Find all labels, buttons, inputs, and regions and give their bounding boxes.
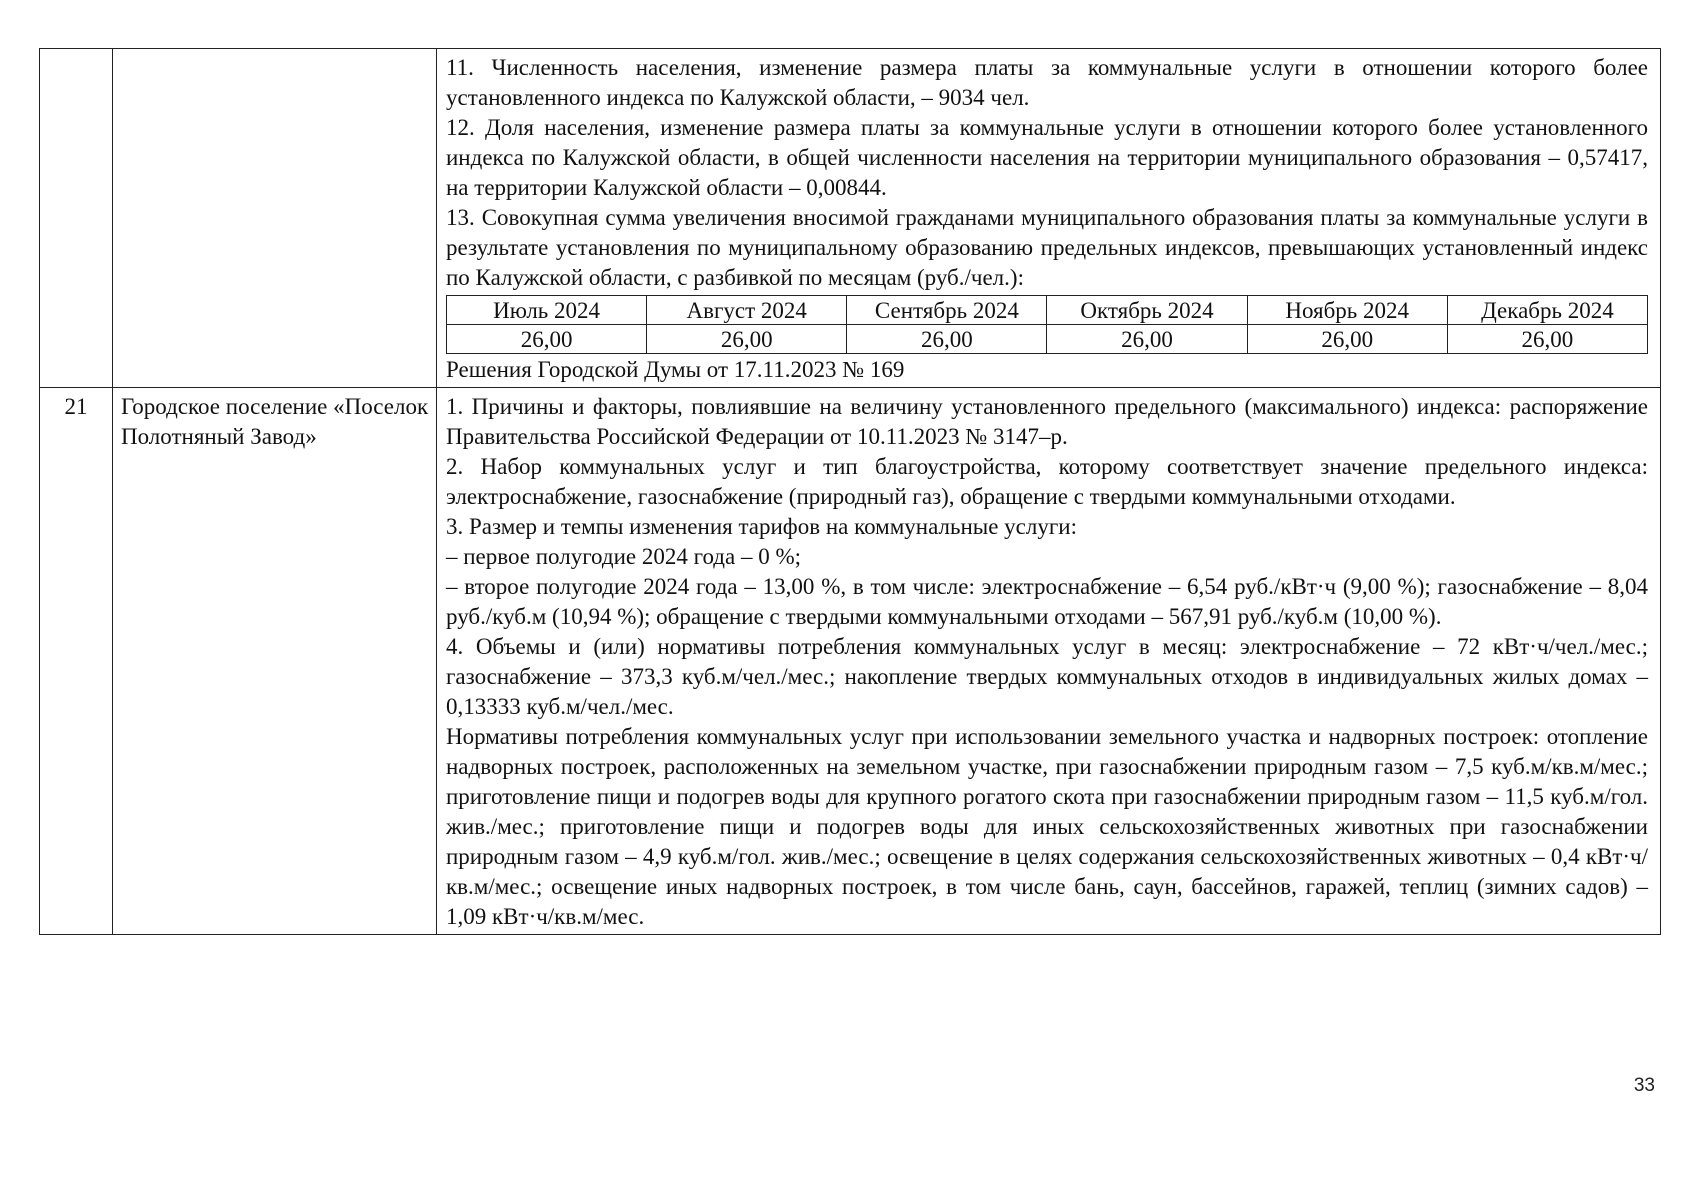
month-value: 26,00 xyxy=(1247,325,1447,354)
paragraph-1: 1. Причины и факторы, повлиявшие на величину установленного предельного (максимального) индекса: распоряжение Правительства Российской Федерации от 10.11.2023 № 3147–р. xyxy=(446,394,1648,449)
paragraph-norms: Нормативы потребления коммунальных услуг при использовании земельного участка и надворных построек: отопление надворных построек, расположенных на земельном участке, при газоснабжении природным газом – 7,5 куб.м/кв.м/мес.; приготовление пищи и подогрев воды для крупного рогатого скота при газоснабжении природным газом – 11,5 куб.м/гол. жив./мес.; приготовление пищи и подогрев воды для иных сельскохозяйственных животных при газоснабжении природным газом – 4,9 куб.м/гол. жив./мес.; освещение в целях содержания сельскохозяйственных животных – 0,4 кВт·ч/кв.м/мес.; освещение иных надворных построек, в том числе бань, саун, бассейнов, гаражей, теплиц (зимних садов) – 1,09 кВт·ч/кв.м/мес. xyxy=(446,724,1648,929)
monthly-increase-table xyxy=(446,295,1648,354)
month-header: Июль 2024 xyxy=(447,296,647,325)
month-header: Ноябрь 2024 xyxy=(1247,296,1447,325)
month-value: 26,00 xyxy=(847,325,1047,354)
month-header: Август 2024 xyxy=(647,296,847,325)
paragraph-2: 2. Набор коммунальных услуг и тип благоустройства, которому соответствует значение предельного индекса: электроснабжение, газоснабжение (природный газ), обращение с твердыми коммунальными отходами. xyxy=(446,454,1648,509)
month-header: Декабрь 2024 xyxy=(1447,296,1647,325)
table-row-continued xyxy=(40,49,1661,388)
month-value: 26,00 xyxy=(447,325,647,354)
decision-reference: Решения Городской Думы от 17.11.2023 № 169 xyxy=(446,357,905,382)
municipality-name-cell: Городское поселение «Поселок Полотняный Завод» xyxy=(113,388,437,935)
month-header: Октябрь 2024 xyxy=(1047,296,1247,325)
month-value: 26,00 xyxy=(647,325,847,354)
months-value-row xyxy=(447,325,1648,354)
row-content-cell xyxy=(437,49,1661,388)
paragraph-3-second-half: – второе полугодие 2024 года – 13,00 %, в том числе: электроснабжение – 6,54 руб./кВт·ч (9,00 %); газоснабжение – 8,04 руб./куб.м (10,94 %); обращение с твердыми коммунальными отходами – 567,91 руб./куб.м (10,00 %). xyxy=(446,574,1648,629)
row-content-cell xyxy=(437,388,1661,935)
municipality-name-cell xyxy=(113,49,437,388)
table-row-21 xyxy=(40,388,1661,935)
month-header: Сентябрь 2024 xyxy=(847,296,1047,325)
paragraph-3-first-half: – первое полугодие 2024 года – 0 %; xyxy=(446,544,802,569)
paragraph-13: 13. Совокупная сумма увеличения вносимой гражданами муниципального образования платы за коммунальные услуги в результате установления по муниципальному образованию предельных индексов, превышающих установленный индекс по Калужской области, с разбивкой по месяцам (руб./чел.): xyxy=(446,205,1648,290)
page-number: 33 xyxy=(1633,1075,1655,1096)
month-value: 26,00 xyxy=(1047,325,1247,354)
document-table xyxy=(39,48,1661,935)
paragraph-12: 12. Доля населения, изменение размера платы за коммунальные услуги в отношении которого более установленного индекса по Калужской области, в общей численности населения на территории муниципального образования – 0,57417, на территории Калужской области – 0,00844. xyxy=(446,115,1648,200)
paragraph-11: 11. Численность населения, изменение размера платы за коммунальные услуги в отношении которого более установленного индекса по Калужской области, – 9034 чел. xyxy=(446,55,1648,110)
row-number-cell: 21 xyxy=(40,388,113,935)
month-value: 26,00 xyxy=(1447,325,1647,354)
row-number-cell xyxy=(40,49,113,388)
paragraph-3: 3. Размер и темпы изменения тарифов на коммунальные услуги: xyxy=(446,514,1077,539)
months-header-row xyxy=(447,296,1648,325)
paragraph-4: 4. Объемы и (или) нормативы потребления коммунальных услуг в месяц: электроснабжение – 72 кВт·ч/чел./мес.; газоснабжение – 373,3 куб.м/чел./мес.; накопление твердых коммунальных отходов в индивидуальных жилых домах – 0,13333 куб.м/чел./мес. xyxy=(446,634,1648,719)
